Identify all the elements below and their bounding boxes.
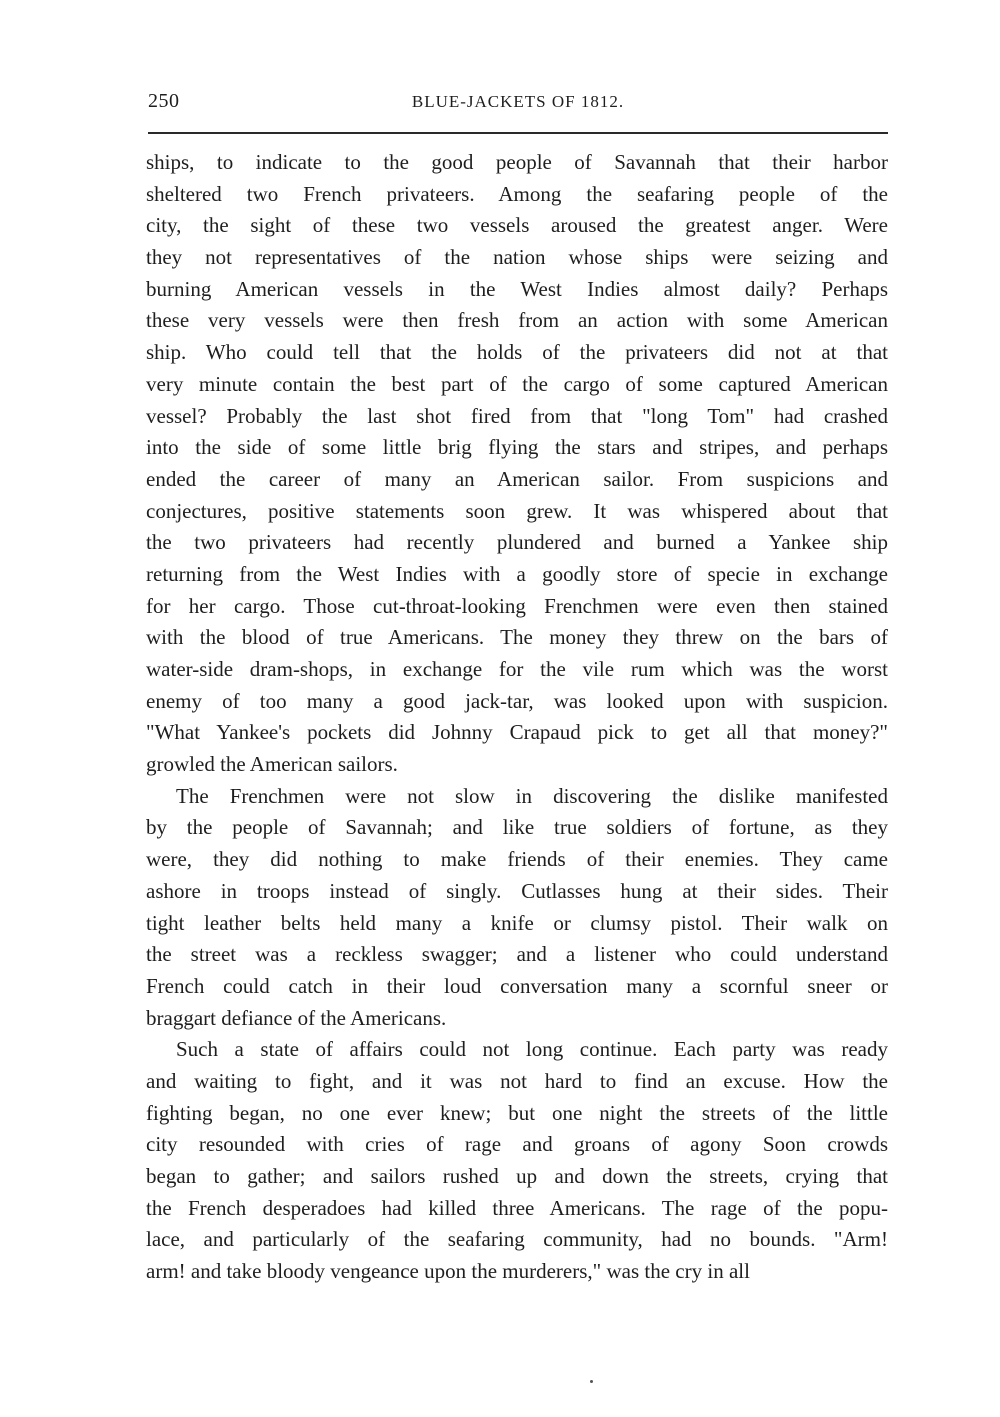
text-line: sheltered two French privateers. Among the seafaring people of the [146, 181, 888, 206]
text-line: city resounded with cries of rage and groans of agony Soon crowds [146, 1132, 888, 1157]
text-line: the street was a reckless swagger; and a listener who could understand [146, 942, 888, 967]
text-line: lace, and particularly of the seafaring community, had no bounds. "Arm! [146, 1227, 888, 1252]
text-line: the French desperadoes had killed three Americans. The rage of the popu- [146, 1195, 888, 1220]
page-number: 250 [148, 90, 180, 112]
text-line: Such a state of affairs could not long continue. Each party was ready [176, 1037, 888, 1062]
text-line: and waiting to fight, and it was not hard to find an excuse. How the [146, 1068, 888, 1093]
text-line: into the side of some little brig flying the stars and stripes, and perhaps [146, 435, 888, 460]
running-title: BLUE-JACKETS OF 1812. [411, 92, 625, 111]
text-line: burning American vessels in the West Indies almost daily? Perhaps [146, 276, 888, 301]
running-head [148, 90, 888, 116]
header-rule [148, 132, 888, 134]
text-line: tight leather belts held many a knife or clumsy pistol. Their walk on [146, 910, 888, 935]
text-line: enemy of too many a good jack-tar, was looked upon with suspicion. [146, 688, 888, 713]
text-line: vessel? Probably the last shot fired from that "long Tom" had crashed [146, 403, 888, 428]
text-line: with the blood of true Americans. The money they threw on the bars of [146, 625, 888, 650]
text-line: returning from the West Indies with a goodly store of specie in exchange [146, 561, 888, 586]
text-line: ships, to indicate to the good people of Savannah that their harbor [146, 150, 888, 174]
text-line: ashore in troops instead of singly. Cutlasses hung at their sides. Their [146, 878, 888, 903]
text-line: fighting began, no one ever knew; but one night the streets of the little [146, 1100, 888, 1125]
text-line: braggart defiance of the Americans. [146, 1005, 447, 1030]
text-line: they not representatives of the nation whose ships were seizing and [146, 245, 888, 270]
print-speck [590, 1380, 593, 1383]
text-line: were, they did nothing to make friends of their enemies. They came [146, 847, 888, 872]
text-line: "What Yankee's pockets did Johnny Crapaud pick to get all that money?" [146, 720, 888, 745]
text-line: the two privateers had recently plundered and burned a Yankee ship [146, 530, 888, 555]
text-line: growled the American sailors. [146, 752, 398, 777]
text-line: ship. Who could tell that the holds of the privateers did not at that [146, 340, 888, 365]
text-line: conjectures, positive statements soon grew. It was whispered about that [146, 498, 888, 523]
text-line: water-side dram-shops, in exchange for the vile rum which was the worst [146, 657, 888, 681]
text-line: these very vessels were then fresh from an action with some American [146, 308, 888, 333]
text-line: ended the career of many an American sailor. From suspicions and [146, 466, 888, 491]
text-line: arm! and take bloody vengeance upon the murderers," was the cry in all [146, 1259, 750, 1284]
text-line: began to gather; and sailors rushed up and down the streets, crying that [146, 1164, 888, 1188]
text-line: by the people of Savannah; and like true soldiers of fortune, as they [146, 815, 888, 840]
text-line: The Frenchmen were not slow in discovering the dislike manifested [176, 783, 888, 808]
text-line: French could catch in their loud conversation many a scornful sneer or [146, 973, 888, 998]
body-text [146, 147, 888, 1288]
text-line: city, the sight of these two vessels aroused the greatest anger. Were [146, 213, 888, 238]
text-line: for her cargo. Those cut-throat-looking Frenchmen were even then stained [146, 593, 888, 618]
text-line: very minute contain the best part of the cargo of some captured American [146, 371, 888, 396]
